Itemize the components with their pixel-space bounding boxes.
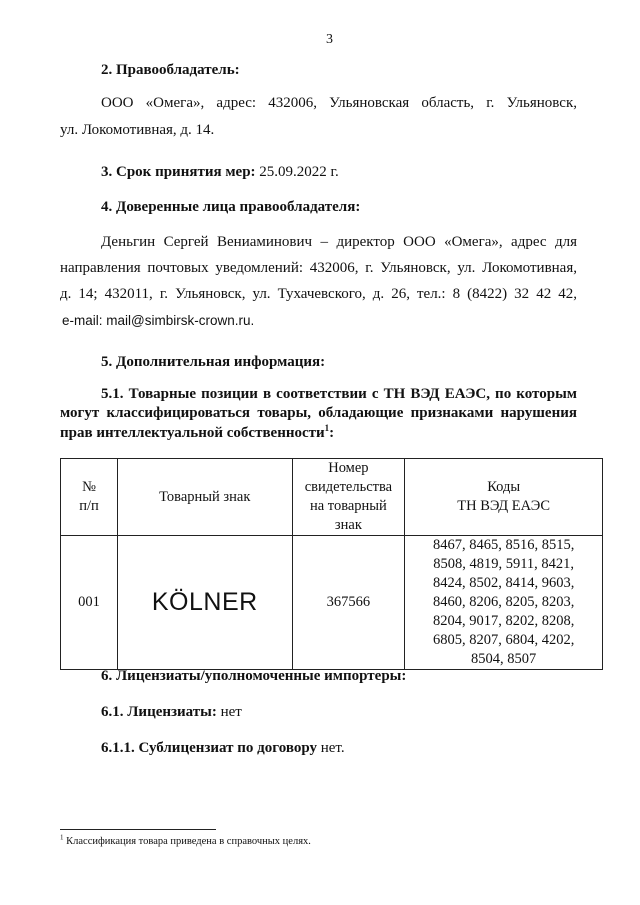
footnote-text: Классификация товара приведена в справочных целях. (63, 836, 311, 847)
tnved-codes (405, 536, 603, 670)
section-6-1 (101, 704, 242, 721)
header-trademark: Товарный знак (118, 459, 293, 536)
footnote-ref: 1 (324, 423, 330, 433)
codes-line: 6805, 8207, 6804, 4202, (432, 632, 575, 648)
codes-line: 8460, 8206, 8205, 8203, (432, 594, 575, 610)
codes-line: 8204, 9017, 8202, 8208, (432, 613, 575, 629)
codes-line: 8504, 8507 (471, 651, 537, 667)
section-2-line2: ул. Локомотивная, д. 14. (60, 122, 215, 138)
table-header-row (61, 459, 603, 536)
section-5-1-line1: 5.1. Товарные позиции в соответствии с ТН ВЭД ЕАЭС, по которым (101, 386, 577, 402)
section-6-1-1 (101, 740, 345, 757)
page-number: 3 (326, 32, 333, 47)
section-2-heading: 2. Правообладатель: (101, 62, 240, 78)
section-6-1-1-value: нет. (316, 740, 345, 756)
header-certificate (292, 459, 405, 536)
section-3 (101, 164, 339, 181)
header-codes-l2: ТН ВЭД ЕАЭС (457, 498, 550, 514)
codes-line: 8467, 8465, 8516, 8515, (432, 537, 575, 553)
header-number (61, 459, 118, 536)
section-6-1-value: нет (216, 704, 242, 720)
section-5-1-line3 (60, 425, 334, 442)
header-number-l2: п/п (79, 498, 99, 514)
section-5-1-colon: : (329, 425, 335, 441)
goods-table (60, 458, 603, 670)
section-4-line2: направления почтовых уведомлений: 432006, г. Ульяновск, ул. Локомотивная, (60, 260, 577, 276)
section-3-value: 25.09.2022 г. (255, 164, 339, 180)
certificate-number: 367566 (292, 536, 405, 670)
header-codes-l1: Коды (487, 479, 521, 495)
codes-line: 8424, 8502, 8414, 9603, (432, 575, 575, 591)
footnote-separator (60, 829, 216, 830)
section-4-line3: д. 14; 432011, г. Ульяновск, ул. Тухачевского, д. 26, тел.: 8 (8422) 32 42 42, (60, 286, 577, 302)
trademark-name: KÖLNER (118, 536, 293, 670)
section-4-email: e-mail: mail@simbirsk-crown.ru. (62, 313, 255, 328)
codes-line: 8508, 4819, 5911, 8421, (433, 556, 575, 572)
section-2-line1: ООО «Омега», адрес: 432006, Ульяновская область, г. Ульяновск, (101, 95, 577, 111)
section-5-heading: 5. Дополнительная информация: (101, 354, 326, 370)
header-codes (405, 459, 603, 536)
section-5-1-line2: могут классифицироваться товары, обладающие признаками нарушения (60, 405, 577, 421)
footnote (60, 833, 311, 847)
table-row (61, 536, 603, 670)
section-3-heading: 3. Срок принятия мер: (101, 164, 256, 180)
section-4-line1: Деньгин Сергей Вениаминович – директор ООО «Омега», адрес для (101, 234, 577, 250)
header-certificate-l1: Номер (328, 460, 369, 476)
section-4-heading: 4. Доверенные лица правообладателя: (101, 199, 361, 215)
header-certificate-l3: на товарный (309, 498, 387, 514)
header-certificate-l2: свидетельства (304, 479, 393, 495)
section-6-heading: 6. Лицензиаты/уполномоченные импортеры: (101, 668, 407, 684)
header-number-l1: № (82, 479, 96, 495)
section-5-1-line3-text: прав интеллектуальной собственности (60, 425, 325, 441)
section-6-1-1-heading: 6.1.1. Сублицензиат по договору (101, 740, 317, 756)
footnote-number: 1 (60, 833, 64, 842)
section-6-1-heading: 6.1. Лицензиаты: (101, 704, 217, 720)
header-certificate-l4: знак (334, 517, 362, 533)
row-number: 001 (61, 536, 118, 670)
